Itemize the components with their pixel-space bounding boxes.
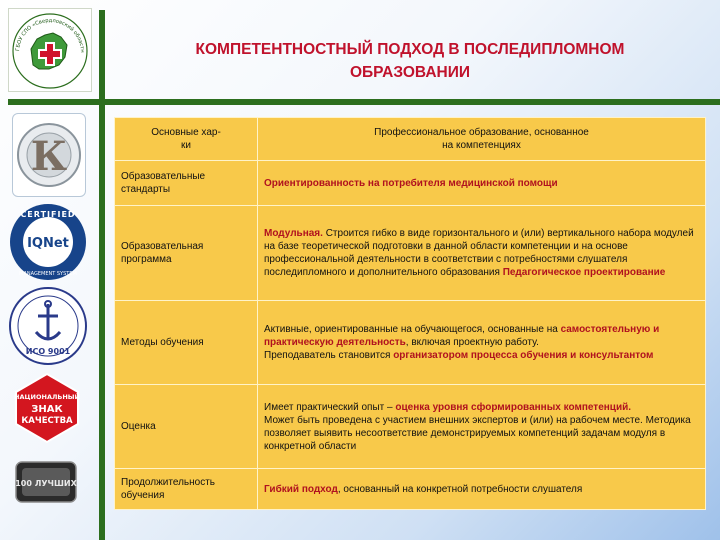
- row-content-duration: Гибкий подход, основанный на конкретной потребности слушателя: [258, 469, 706, 510]
- quality-mark-icon: [14, 372, 80, 444]
- competence-table: [114, 117, 706, 510]
- row-label-methods: Методы обучения: [115, 301, 258, 385]
- iqnet-certified-icon: [8, 202, 88, 282]
- iqnet-bottom-text: MANAGEMENT SYSTEM: [19, 271, 77, 277]
- rus-register-letter: К: [30, 133, 68, 180]
- table-header-row: [115, 118, 706, 161]
- iso-text: ИСО 9001: [25, 347, 71, 356]
- quality-line3: КАЧЕСТВА: [21, 416, 73, 426]
- table-row: [115, 469, 706, 510]
- green-horizontal-divider: [8, 99, 720, 105]
- top-100-logo: [14, 456, 78, 508]
- table-header-left: Основные хар-ки: [115, 118, 258, 161]
- green-vertical-divider: [99, 10, 105, 540]
- row-label-standards: Образовательные стандарты: [115, 161, 258, 206]
- quality-line2: ЗНАК: [31, 404, 63, 415]
- row-label-program: Образовательная программа: [115, 206, 258, 301]
- national-quality-mark-logo: [14, 372, 80, 444]
- table-row: [115, 161, 706, 206]
- row-label-assessment: Оценка: [115, 385, 258, 469]
- table-row: [115, 385, 706, 469]
- row-content-assessment: Имеет практический опыт – оценка уровня сформированных компетенций. Может быть проведена с участием внешних экспертов и (или) на рабочем месте. Методика позволяет выявить несоответствие демонстрируемых компетенций задачам модуля в конкретной области: [258, 385, 706, 469]
- table-row: [115, 206, 706, 301]
- college-logo-arc-text: ГБОУ СПО «Свердловский областн: [15, 17, 86, 53]
- rus-register-logo: [12, 113, 86, 197]
- table-row: [115, 301, 706, 385]
- college-emblem-icon: [9, 9, 91, 91]
- page-title: КОМПЕТЕНТНОСТНЫЙ ПОДХОД В ПОСЛЕДИПЛОМНОМ ОБРАЗОВАНИИ: [195, 41, 625, 81]
- iqnet-top-text: CERTIFIED: [20, 210, 76, 219]
- iqnet-brand-text: IQNet: [27, 236, 69, 251]
- row-label-duration: Продолжительность обучения: [115, 469, 258, 510]
- row-content-program: Модульная. Строится гибко в виде горизонтального и (или) вертикального набора модулей на базе теоретической подготовки в данной области компетенции и на основе профессиональной деятельности в соответствии с потребностями слушателя последипломного и дополнительного образования Педагогическое проектирование: [258, 206, 706, 301]
- table-header-right: Профессиональное образование, основанное на компетенциях: [258, 118, 706, 161]
- college-logo: [8, 8, 92, 92]
- top-100-text: 100 ЛУЧШИХ: [15, 479, 77, 488]
- rus-register-icon: [13, 114, 85, 196]
- quality-line1: НАЦИОНАЛЬНЫЙ: [14, 393, 80, 401]
- row-content-standards: Ориентированность на потребителя медицинской помощи: [258, 161, 706, 206]
- iso-seal-icon: [8, 286, 88, 366]
- row-content-methods: Активные, ориентированные на обучающегося, основанные на самостоятельную и практическую деятельность, включая проектную работу. Преподаватель становится организатором процесса обучения и консультантом: [258, 301, 706, 385]
- iqnet-logo: [8, 202, 88, 282]
- iso-9001-logo: [8, 286, 88, 366]
- top-100-icon: [14, 456, 78, 508]
